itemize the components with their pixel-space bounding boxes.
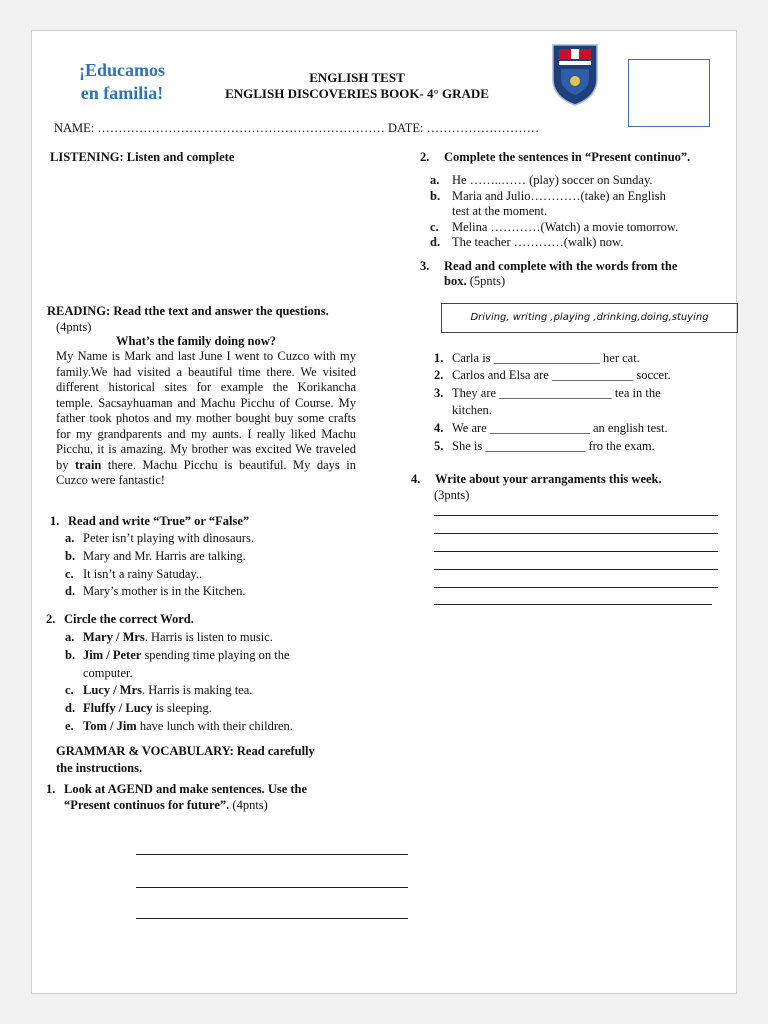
list-item: b. Mary and Mr. Harris are talking. [65, 549, 246, 563]
list-item: d. Fluffy / Lucy is sleeping. [65, 701, 212, 715]
arrangements-heading: 4. Write about your arrangaments this week. [411, 472, 662, 486]
list-item: c. Lucy / Mrs. Harris is making tea. [65, 683, 253, 697]
word-box: Driving, writing ,playing ,drinking,doing,stuying [441, 303, 738, 333]
word-box-question-cont: box. (5pnts) [444, 274, 506, 288]
list-item: a. Mary / Mrs. Harris is listen to music. [65, 630, 273, 644]
list-item: b. Maria and Julio…………(take) an English [430, 189, 666, 203]
list-item: a. He ……..…… (play) soccer on Sunday. [430, 173, 653, 187]
writing-line[interactable] [434, 551, 718, 552]
writing-line[interactable] [434, 569, 718, 570]
test-subtitle: ENGLISH DISCOVERIES BOOK- 4° GRADE [225, 86, 489, 101]
list-item: e. Tom / Jim have lunch with their children. [65, 719, 293, 733]
list-item-continuation: kitchen. [452, 403, 492, 417]
grammar-heading: GRAMMAR & VOCABULARY: Read carefully [56, 744, 315, 758]
photo-box [628, 59, 710, 127]
worksheet-page [31, 30, 737, 994]
list-item: 5. She is ________________ fro the exam. [434, 439, 655, 453]
reading-paragraph: My Name is Mark and last June I went to Cuzco with my family.We had visited a beautiful time there. We visited different historical sites for example the Korikancha temple. Sacsayhuaman and Machu Picchu of Course. My father took photos and my mother bought buy some crafts for my grandparents and my aunts. I really liked Machu Picchu, it is amazing. My brother was excited We traveled by train there. Machu Picchu is beautiful. My days in Cuzco were fantastic! [56, 349, 357, 487]
list-item-continuation: test at the moment. [452, 204, 548, 218]
list-item: a. Peter isn’t playing with dinosaurs. [65, 531, 254, 545]
list-item: 1. Carla is _________________ her cat. [434, 351, 640, 365]
list-item-continuation: computer. [83, 666, 133, 680]
circle-word-heading: 2. Circle the correct Word. [46, 612, 194, 626]
list-item: 2. Carlos and Elsa are _____________ soccer. [434, 368, 671, 382]
answer-line[interactable] [136, 887, 408, 888]
answer-line[interactable] [136, 918, 408, 919]
school-slogan: ¡Educamos en familia! [78, 60, 165, 103]
reading-text-title: What’s the family doing now? [116, 334, 276, 348]
answer-line[interactable] [136, 854, 408, 855]
list-item: 4. We are ________________ an english test. [434, 421, 668, 435]
writing-line[interactable] [434, 515, 718, 516]
list-item: c. It isn’t a rainy Satuday.. [65, 567, 203, 581]
present-continuo-heading: 2. Complete the sentences in “Present continuo”. [420, 150, 691, 164]
list-item: c. Melina …………(Watch) a movie tomorrow. [430, 220, 679, 234]
school-crest-icon [551, 41, 599, 107]
list-item: d. The teacher …………(walk) now. [430, 235, 624, 249]
agenda-question-cont: “Present continuos for future”. (4pnts) [64, 798, 268, 812]
word-box-question: 3. Read and complete with the words from the [420, 259, 678, 273]
reading-heading: READING: Read tthe text and answer the questions. [47, 304, 329, 318]
true-false-heading: 1. Read and write “True” or “False” [50, 514, 250, 528]
agenda-question: 1. Look at AGEND and make sentences. Use the [46, 782, 308, 796]
listening-heading: LISTENING: Listen and complete [50, 150, 235, 164]
grammar-heading-cont: the instructions. [56, 761, 143, 775]
reading-points: (4pnts) [56, 320, 92, 334]
writing-line[interactable] [434, 587, 718, 588]
arrangements-points: (3pnts) [434, 488, 470, 502]
writing-line[interactable] [434, 533, 718, 534]
list-item: 3. They are __________________ tea in the [434, 386, 661, 400]
writing-line[interactable] [434, 604, 712, 605]
name-date-line: NAME: …………………………………………………………… DATE: ……………………… [54, 121, 540, 135]
list-item: b. Jim / Peter spending time playing on the [65, 648, 290, 662]
test-title: ENGLISH TEST [309, 70, 405, 85]
list-item: d. Mary’s mother is in the Kitchen. [65, 584, 246, 598]
